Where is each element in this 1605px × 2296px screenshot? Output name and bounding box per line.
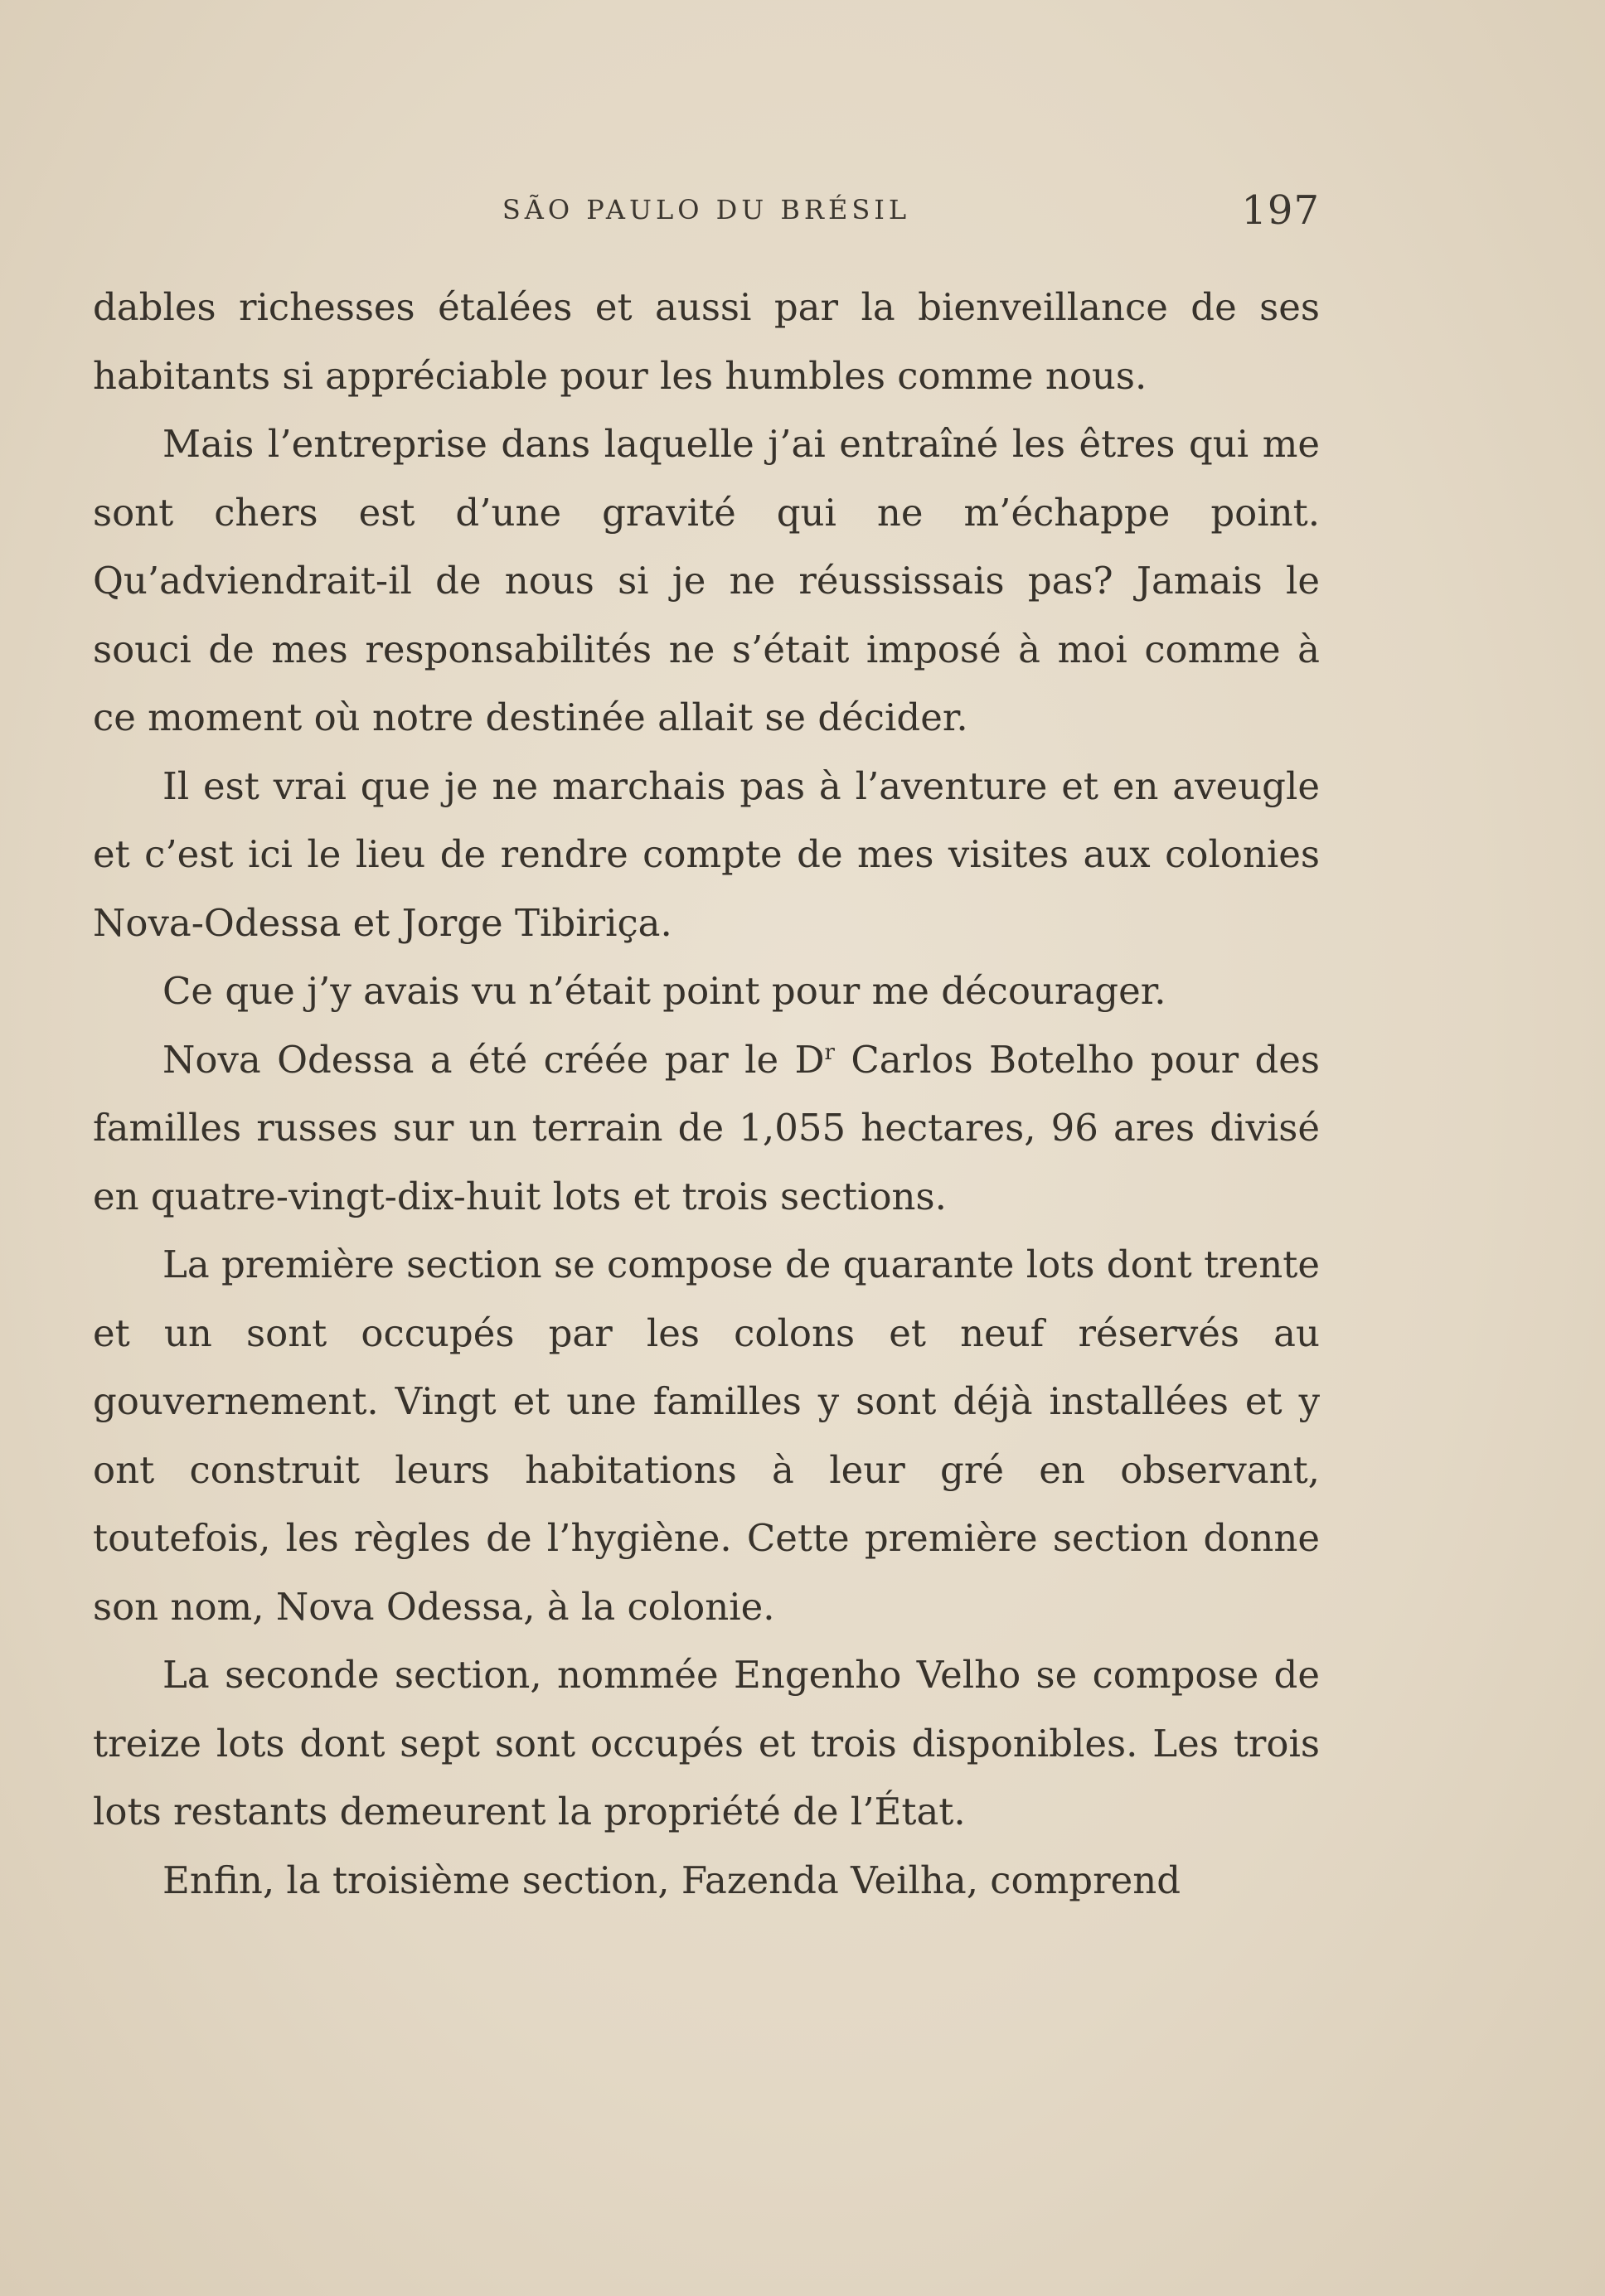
paragraph-text: Nova Odessa a été créée par le D xyxy=(162,1037,825,1082)
running-head: SÃO PAULO DU BRÉSIL xyxy=(502,194,911,225)
page-number: 197 xyxy=(1241,187,1320,234)
page-header xyxy=(93,187,1320,237)
paragraph: Enfin, la troisième section, Fazenda Veilha, comprend xyxy=(162,1858,1181,1902)
superscript-abbreviation: r xyxy=(824,1039,835,1065)
paragraph: Mais l’entreprise dans laquelle j’ai entraîné les êtres qui me sont chers est d’une gravité qui ne m’échappe point. Qu’adviendrait-il de nous si je ne réussissais pas? Jamais le souci de mes responsabilités ne s’était imposé à moi comme à ce moment où notre destinée allait se décider. xyxy=(93,422,1320,739)
paragraph: Il est vrai que je ne marchais pas à l’aventure et en aveugle et c’est ici le lieu de rendre compte de mes visites aux colonies Nova-Odessa et Jorge Tibiriça. xyxy=(93,763,1320,945)
body-text xyxy=(93,274,1320,1915)
paragraph-continuation: dables richesses étalées et aussi par la bienveillance de ses habitants si appréciable pour les humbles comme nous. xyxy=(93,285,1320,398)
paragraph: Ce que j’y avais vu n’était point pour me décourager. xyxy=(162,969,1166,1013)
paragraph: La première section se compose de quarante lots dont trente et un sont occupés par les colons et neuf réservés au gouvernement. Vingt et une familles y sont déjà installées et y ont construit leurs habitations à leur gré en observant, toutefois, les règles de l’hygiène. Cette première section donne son nom, Nova Odessa, à la colonie. xyxy=(93,1242,1320,1629)
paragraph-text: Carlos Botelho pour des familles russes sur un terrain de 1,055 hectares, 96 ares divisé en quatre-vingt-dix-huit lots et trois sections. xyxy=(93,1037,1320,1218)
paragraph: La seconde section, nommée Engenho Velho se compose de treize lots dont sept sont occupés et trois disponibles. Les trois lots restants demeurent la propriété de l’État. xyxy=(93,1653,1320,1833)
paragraph xyxy=(93,1026,1320,1232)
